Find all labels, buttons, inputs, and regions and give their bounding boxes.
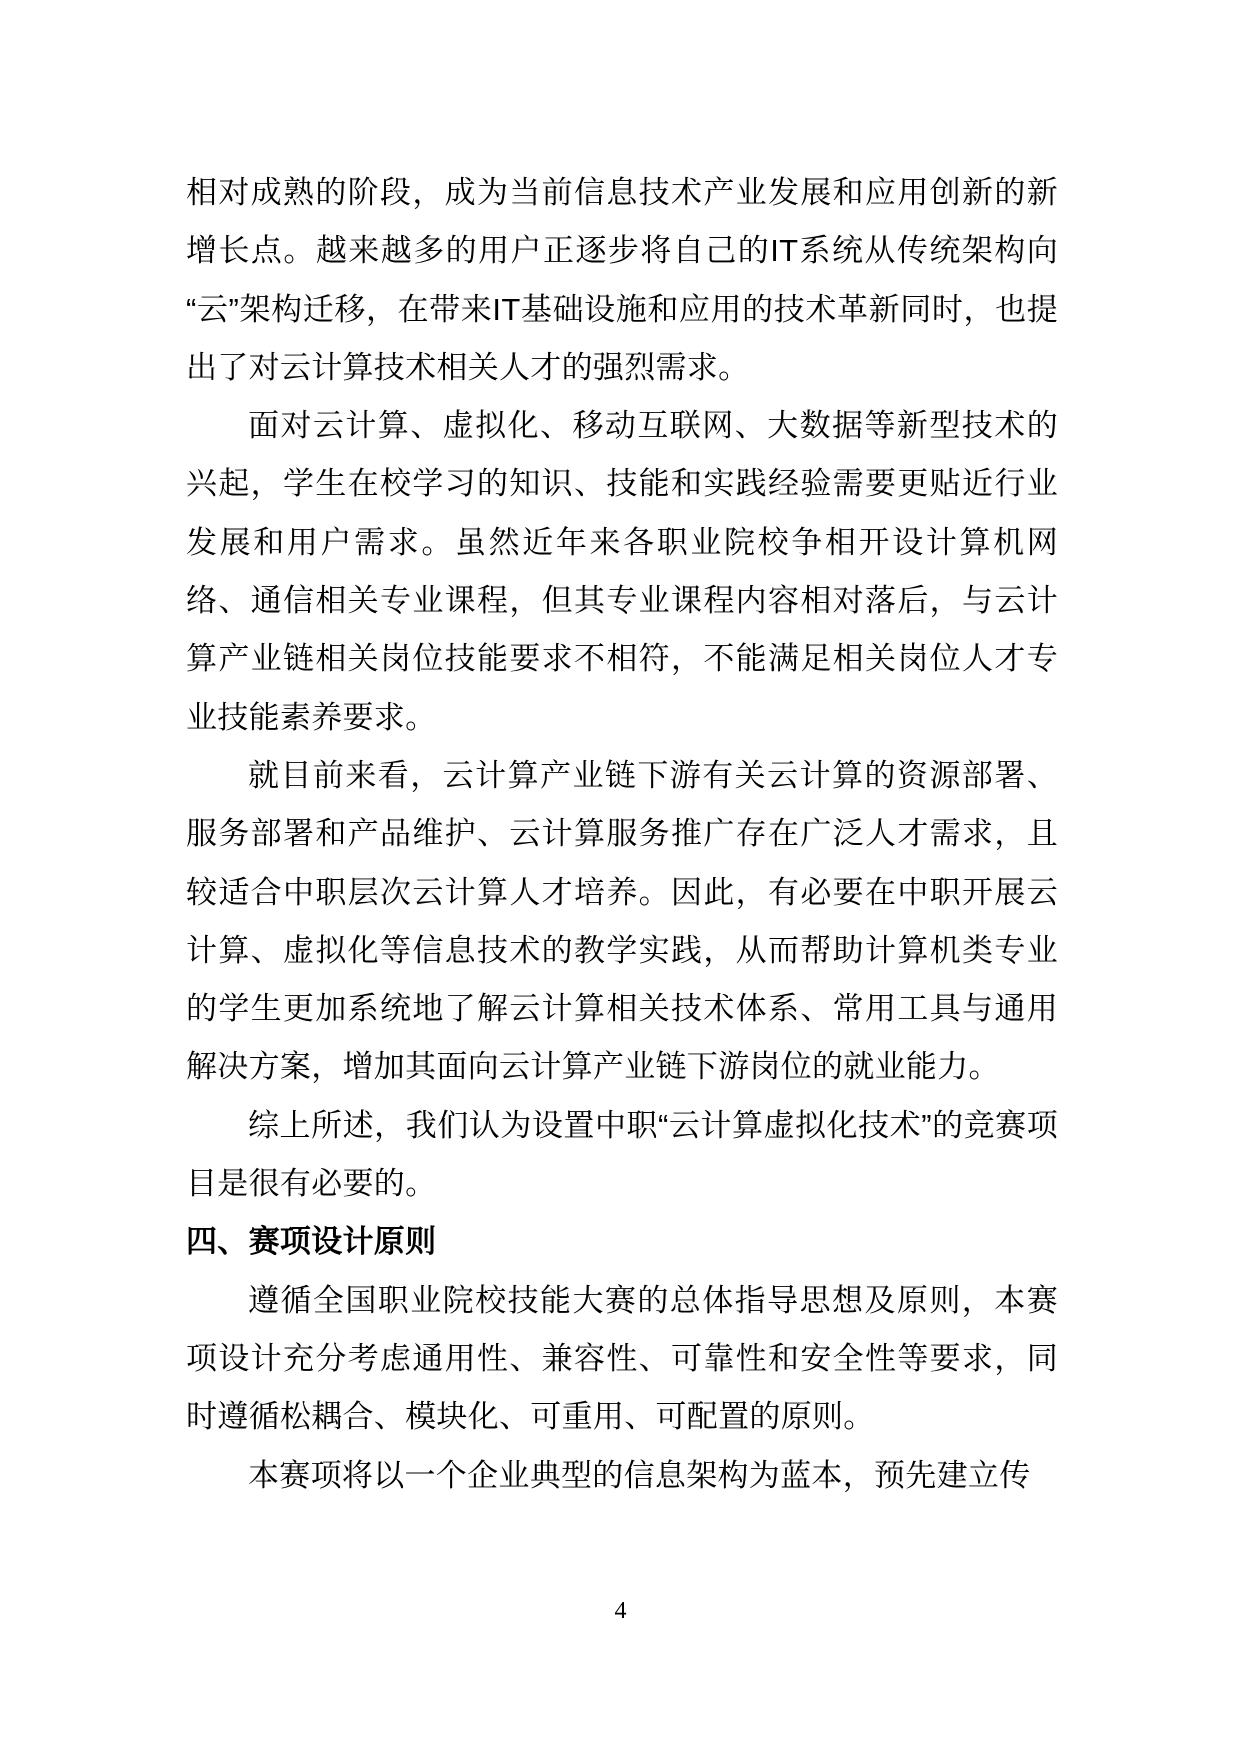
paragraph: 本赛项将以一个企业典型的信息架构为蓝本，预先建立传 bbox=[248, 1457, 1031, 1493]
paragraph: 就目前来看，云计算产业链下游有关云计算的资源部署、服务部署和产品维护、云计算服务推广存在广泛人才需求，且较适合中职层次云计算人才培养。因此，有必要在中职开展云计算、虚拟化等信息技术的教学实践，从而帮助计算机类专业的学生更加系统地了解云计算相关技术体系、常用工具与通用解决方案，增加其面向云计算产业链下游岗位的就业能力。 bbox=[186, 757, 1058, 1085]
page-number: 4 bbox=[614, 1598, 627, 1624]
paragraph: 遵循全国职业院校技能大赛的总体指导思想及原则，本赛项设计充分考虑通用性、兼容性、可靠性和安全性等要求，同时遵循松耦合、模块化、可重用、可配置的原则。 bbox=[186, 1282, 1058, 1435]
paragraph: 相对成熟的阶段，成为当前信息技术产业发展和应用创新的新增长点。越来越多的用户正逐步将自己的IT系统从传统架构向“云”架构迁移，在带来IT基础设施和应用的技术革新同时，也提出了对云计算技术相关人才的强烈需求。 bbox=[186, 175, 1058, 385]
paragraph: 面对云计算、虚拟化、移动互联网、大数据等新型技术的兴起，学生在校学习的知识、技能和实践经验需要更贴近行业发展和用户需求。虽然近年来各职业院校争相开设计算机网络、通信相关专业课程，但其专业课程内容相对落后，与云计算产业链相关岗位技能要求不相符，不能满足相关岗位人才专业技能素养要求。 bbox=[186, 408, 1058, 735]
paragraph: 综上所述，我们认为设置中职“云计算虚拟化技术”的竞赛项目是很有必要的。 bbox=[186, 1107, 1058, 1202]
page-footer bbox=[0, 1596, 1241, 1626]
document-body bbox=[186, 164, 1058, 1505]
section-heading: 四、赛项设计原则 bbox=[186, 1224, 437, 1260]
